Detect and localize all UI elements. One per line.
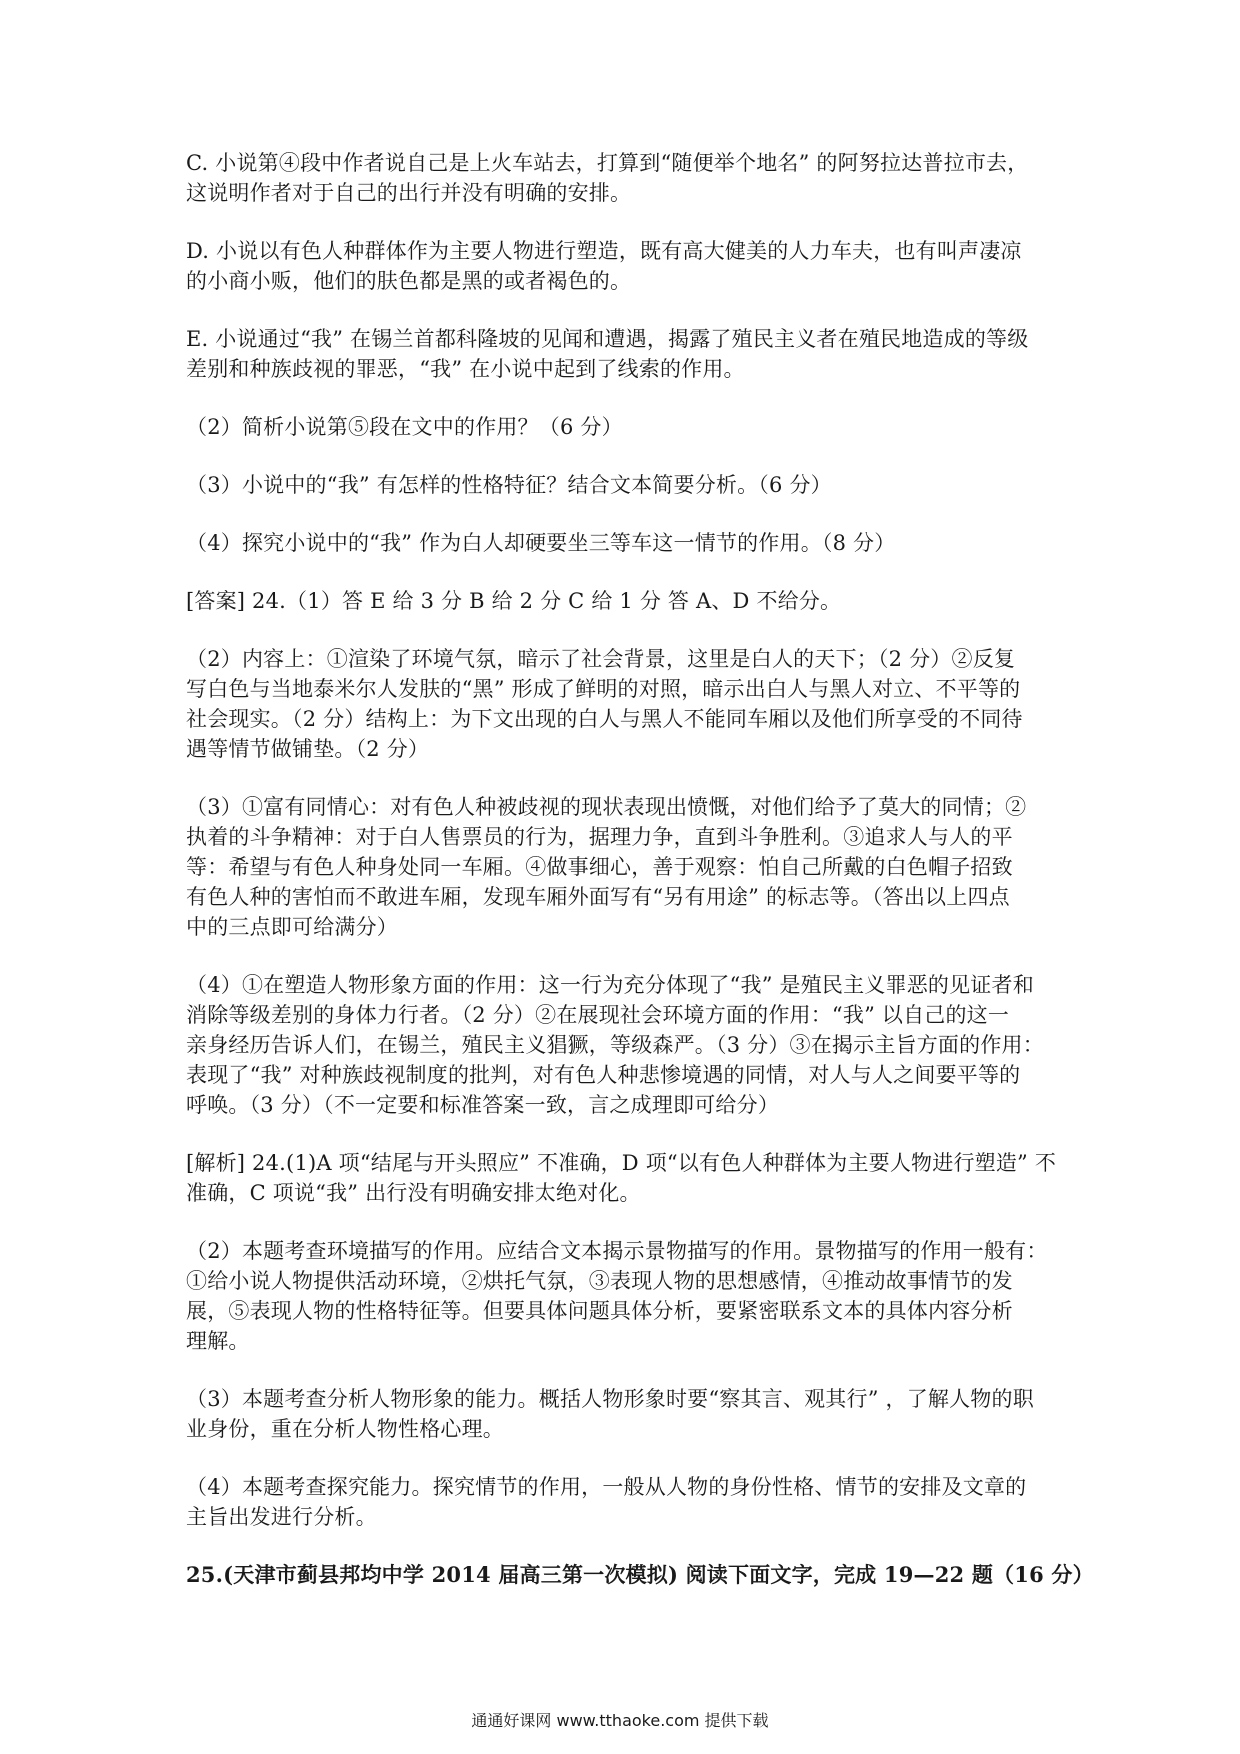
text-line: 遇等情节做铺垫。（2 分） — [186, 737, 430, 761]
analysis-2-paragraph — [186, 1236, 1056, 1356]
text-line: E. 小说通过“我” 在锡兰首都科隆坡的见闻和遭遇，揭露了殖民主义者在殖民地造成的等级 — [186, 327, 1029, 351]
text-line: 的小商小贩，他们的肤色都是黑的或者褐色的。 — [186, 269, 632, 293]
text-line: 理解。 — [186, 1329, 250, 1353]
answer-3-paragraph — [186, 792, 1056, 942]
text-line: 执着的斗争精神：对于白人售票员的行为，据理力争，直到斗争胜利。③追求人与人的平 — [186, 825, 1013, 849]
answer-1-paragraph — [186, 586, 1056, 616]
page-footer: 通通好课网 www.tthaoke.com 提供下载 — [471, 1711, 769, 1730]
question-2-paragraph — [186, 412, 1056, 442]
analysis-3-paragraph — [186, 1384, 1056, 1444]
text-line: 社会现实。（2 分）结构上：为下文出现的白人与黑人不能同车厢以及他们所享受的不同待 — [186, 707, 1023, 731]
text-line: 业身份，重在分析人物性格心理。 — [186, 1417, 504, 1441]
question-25-heading — [186, 1560, 1094, 1590]
question-3-paragraph — [186, 470, 1056, 500]
text-line: 写白色与当地泰米尔人发肤的“黑” 形成了鲜明的对照，暗示出白人与黑人对立、不平等的 — [186, 677, 1021, 701]
text-line: （4）①在塑造人物形象方面的作用：这一行为充分体现了“我” 是殖民主义罪恶的见证者和 — [186, 973, 1034, 997]
text-line: 表现了“我” 对种族歧视制度的批判，对有色人种悲惨境遇的同情，对人与人之间要平等的 — [186, 1063, 1021, 1087]
option-d-paragraph — [186, 236, 1056, 296]
text-line: （2）内容上：①渲染了环境气氛，暗示了社会背景，这里是白人的天下；（2 分）②反复 — [186, 647, 1016, 671]
text-line: 消除等级差别的身体力行者。（2 分）②在展现社会环境方面的作用：“我” 以自己的这一 — [186, 1003, 1010, 1027]
text-line: （3）本题考查分析人物形象的能力。概括人物形象时要“察其言、观其行” ，了解人物的职 — [186, 1387, 1034, 1411]
text-line: 准确，C 项说“我” 出行没有明确安排太绝对化。 — [186, 1181, 641, 1205]
analysis-4-paragraph — [186, 1472, 1056, 1532]
text-line: 25.(天津市蓟县邦均中学 2014 届高三第一次模拟) 阅读下面文字，完成 19—22 题（16 分） — [186, 1562, 1094, 1587]
text-line: （4）探究小说中的“我” 作为白人却硬要坐三等车这一情节的作用。（8 分） — [186, 531, 896, 555]
answer-4-paragraph — [186, 970, 1056, 1120]
text-line: [解析] 24.(1)A 项“结尾与开头照应” 不准确，D 项“以有色人种群体为主要人物进行塑造” 不 — [186, 1151, 1057, 1175]
text-line: （3）小说中的“我” 有怎样的性格特征？结合文本简要分析。（6 分） — [186, 473, 832, 497]
analysis-1-paragraph — [186, 1148, 1056, 1208]
text-line: （2）简析小说第⑤段在文中的作用？（6 分） — [186, 415, 623, 439]
text-line: 有色人种的害怕而不敢进车厢，发现车厢外面写有“另有用途” 的标志等。（答出以上四点 — [186, 885, 1010, 909]
text-line: 呼唤。（3 分）（不一定要和标准答案一致，言之成理即可给分） — [186, 1093, 780, 1117]
text-line: （3）①富有同情心：对有色人种被歧视的现状表现出愤慨，对他们给予了莫大的同情；② — [186, 795, 1027, 819]
text-line: （4）本题考查探究能力。探究情节的作用，一般从人物的身份性格、情节的安排及文章的 — [186, 1475, 1027, 1499]
text-line: ①给小说人物提供活动环境，②烘托气氛，③表现人物的思想感情，④推动故事情节的发 — [186, 1269, 1013, 1293]
text-line: 亲身经历告诉人们，在锡兰，殖民主义猖獗，等级森严。（3 分）③在揭示主旨方面的作用： — [186, 1033, 1044, 1057]
text-line: 中的三点即可给满分） — [186, 915, 398, 939]
document-body — [186, 148, 1094, 1618]
text-line: （2）本题考查环境描写的作用。应结合文本揭示景物描写的作用。景物描写的作用一般有： — [186, 1239, 1048, 1263]
answer-2-paragraph — [186, 644, 1056, 764]
option-e-paragraph — [186, 324, 1056, 384]
text-line: [答案] 24.（1）答 E 给 3 分 B 给 2 分 C 给 1 分 答 A、D 不给分。 — [186, 589, 842, 613]
text-line: 这说明作者对于自己的出行并没有明确的安排。 — [186, 181, 632, 205]
option-c-paragraph — [186, 148, 1056, 208]
question-4-paragraph — [186, 528, 1056, 558]
text-line: 等：希望与有色人种身处同一车厢。④做事细心，善于观察：怕自己所戴的白色帽子招致 — [186, 855, 1013, 879]
text-line: D. 小说以有色人种群体作为主要人物进行塑造，既有高大健美的人力车夫，也有叫声凄凉 — [186, 239, 1022, 263]
text-line: 主旨出发进行分析。 — [186, 1505, 377, 1529]
text-line: C. 小说第④段中作者说自己是上火车站去，打算到“随便举个地名” 的阿努拉达普拉市去， — [186, 151, 1029, 175]
text-line: 差别和种族歧视的罪恶，“我” 在小说中起到了线索的作用。 — [186, 357, 745, 381]
text-line: 展，⑤表现人物的性格特征等。但要具体问题具体分析，要紧密联系文本的具体内容分析 — [186, 1299, 1013, 1323]
